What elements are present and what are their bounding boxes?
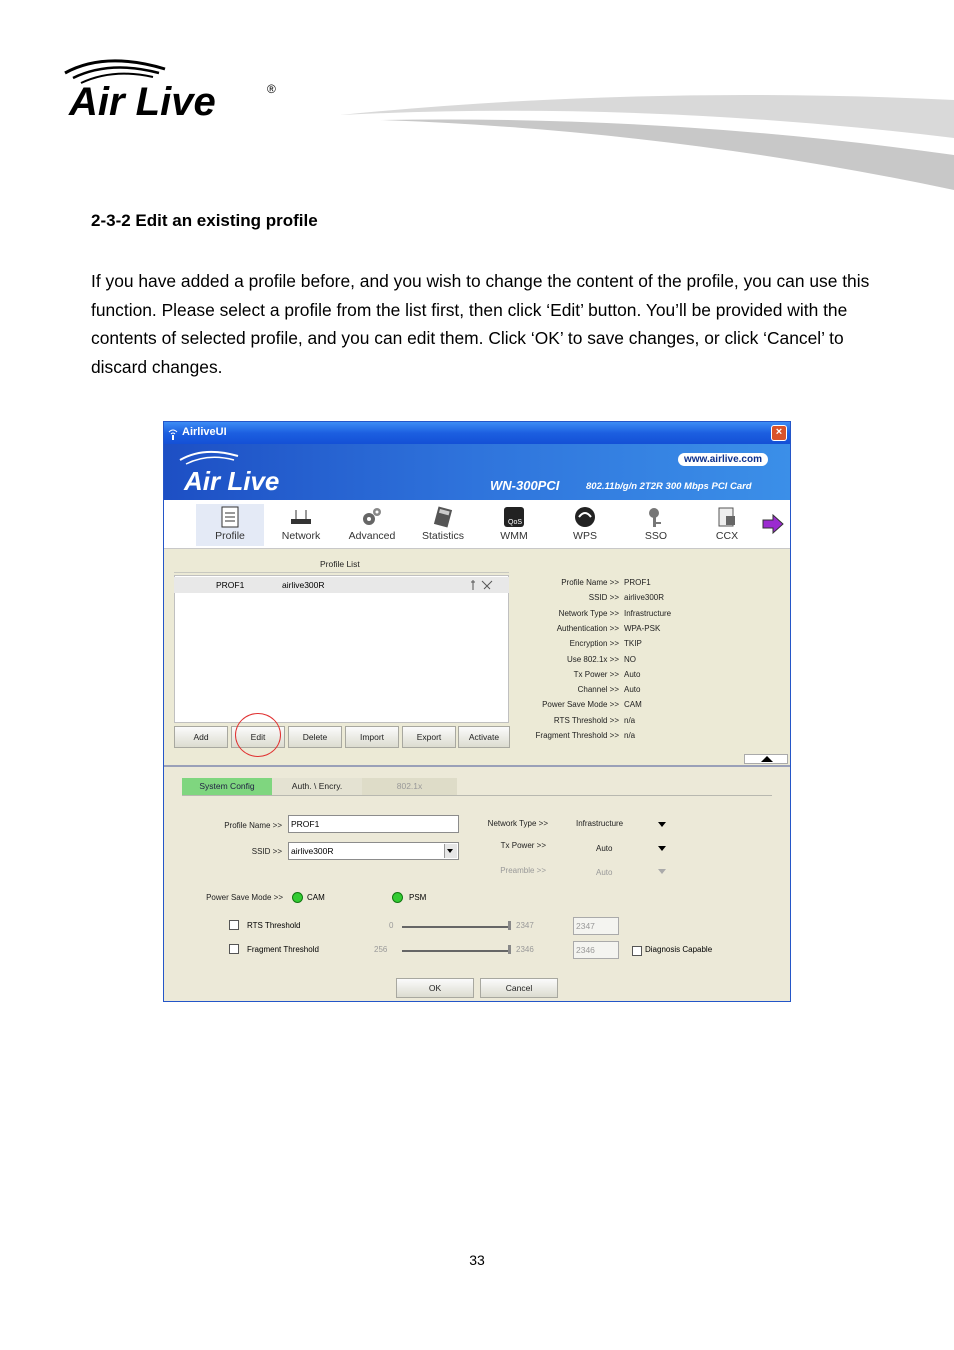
app-window	[163, 421, 791, 1002]
ssid-combo-value: airlive300R	[291, 846, 334, 856]
calculator-icon	[432, 506, 454, 528]
detail-value: Auto	[624, 670, 641, 679]
collapse-button[interactable]	[744, 754, 788, 764]
key-user-icon	[645, 506, 667, 528]
detail-value: NO	[624, 655, 636, 664]
detail-value: CAM	[624, 700, 642, 709]
rts-min: 0	[389, 921, 394, 930]
export-button[interactable]: Export	[402, 726, 456, 748]
diagnosis-checkbox[interactable]	[632, 946, 642, 956]
psm-label: PSM	[409, 893, 427, 902]
detail-label: Profile Name >>	[561, 578, 619, 587]
frag-max: 2346	[516, 945, 534, 954]
detail-label: Encryption >>	[569, 639, 619, 648]
rts-max: 2347	[516, 921, 534, 930]
tab-sso[interactable]	[622, 504, 690, 546]
detail-value: n/a	[624, 716, 636, 725]
tab-ccx-label: CCX	[715, 530, 739, 542]
detail-label: Tx Power >>	[573, 670, 619, 679]
close-button[interactable]: ×	[771, 425, 787, 441]
wireless-icon	[168, 427, 178, 438]
preamble-label: Preamble >>	[500, 866, 546, 875]
profile-name-label: Profile Name >>	[224, 821, 282, 830]
tab-auth-encry[interactable]: Auth. \ Encry.	[272, 778, 362, 795]
detail-value: Auto	[624, 685, 641, 694]
profile-row-name: PROF1	[216, 580, 245, 590]
detail-value: PROF1	[624, 578, 651, 587]
detail-label: Channel >>	[577, 685, 619, 694]
rts-threshold-checkbox[interactable]	[229, 920, 239, 930]
section-body: If you have added a profile before, and you wish to change the content of the profile, you can use this function. Please select a profile from the list first, then click ‘Edit’ button. You’ll be provided with the contents of selected profile, and you can edit them. Click ‘OK’ to save changes, or click ‘Cancel’ to discard changes.	[91, 271, 870, 378]
tab-statistics[interactable]	[409, 504, 477, 546]
tx-power-dropdown-icon[interactable]	[658, 846, 666, 851]
ssid-label: SSID >>	[251, 847, 282, 856]
tx-power-select[interactable]: Auto	[596, 844, 613, 853]
detail-value: Infrastructure	[624, 609, 672, 618]
diagnosis-label: Diagnosis Capable	[645, 945, 713, 954]
detail-label: Network Type >>	[558, 609, 619, 618]
profile-list-divider	[174, 572, 509, 573]
svg-text:Air Live: Air Live	[184, 466, 280, 496]
profile-name-input[interactable]: PROF1	[288, 815, 459, 833]
ssid-combo[interactable]	[288, 842, 459, 860]
frag-min: 256	[374, 945, 388, 954]
chevron-up-icon	[761, 756, 773, 762]
tab-system-config[interactable]: System Config	[182, 778, 272, 795]
window-title: AirliveUI	[182, 426, 227, 438]
detail-value: TKIP	[624, 639, 642, 648]
detail-label: SSID >>	[588, 593, 619, 602]
detail-label: Use 802.1x >>	[566, 655, 619, 664]
detail-label: Fragment Threshold >>	[535, 731, 619, 740]
panel-separator	[164, 765, 790, 767]
cancel-button[interactable]: Cancel	[480, 978, 558, 998]
tx-power-label: Tx Power >>	[500, 841, 546, 850]
next-arrow-icon[interactable]	[762, 514, 784, 534]
banner-description: 802.11b/g/n 2T2R 300 Mbps PCI Card	[586, 481, 752, 492]
tab-wps-label: WPS	[573, 530, 597, 542]
detail-value: WPA-PSK	[624, 624, 661, 633]
tabs-underline	[182, 795, 772, 796]
tab-statistics-label: Statistics	[421, 530, 464, 542]
add-button[interactable]: Add	[174, 726, 228, 748]
detail-label: RTS Threshold >>	[553, 716, 619, 725]
gears-icon	[361, 506, 383, 528]
ok-button[interactable]: OK	[396, 978, 474, 998]
fragment-slider[interactable]	[402, 950, 508, 952]
psm-radio[interactable]	[392, 892, 403, 903]
tab-wps[interactable]	[551, 504, 619, 546]
profile-icon	[219, 506, 241, 528]
chevron-down-icon	[447, 849, 453, 853]
rts-slider[interactable]	[402, 926, 508, 928]
svg-text:QoS: QoS	[508, 519, 523, 526]
ssid-dropdown-button[interactable]	[444, 844, 457, 858]
logo-text: Air Live	[69, 80, 216, 124]
profile-list-label: Profile List	[320, 559, 360, 569]
banner-model: WN-300PCI	[490, 478, 560, 493]
detail-value: n/a	[624, 731, 636, 740]
title-bar[interactable]	[164, 422, 790, 444]
tab-network-label: Network	[281, 530, 321, 542]
airlive-logo	[55, 55, 295, 125]
qos-icon	[503, 506, 525, 528]
page-number: 33	[469, 1252, 485, 1268]
registered-mark: ®	[267, 82, 276, 96]
preamble-select[interactable]: Auto	[596, 868, 613, 877]
fragment-threshold-checkbox[interactable]	[229, 944, 239, 954]
tab-8021x[interactable]: 802.1x	[362, 778, 457, 795]
tab-advanced-label: Advanced	[348, 530, 396, 542]
tab-advanced[interactable]	[338, 504, 406, 546]
cam-label: CAM	[307, 893, 325, 902]
router-icon	[290, 506, 312, 528]
network-type-select[interactable]: Infrastructure	[576, 819, 624, 828]
tab-profile-label: Profile	[215, 530, 245, 542]
fragment-value-input[interactable]: 2346	[573, 941, 619, 959]
tab-network[interactable]	[267, 504, 335, 546]
rts-value-input[interactable]: 2347	[573, 917, 619, 935]
import-button[interactable]: Import	[345, 726, 399, 748]
ccx-icon	[716, 506, 738, 528]
tab-ccx[interactable]	[693, 504, 761, 546]
section-heading: 2-3-2 Edit an existing profile	[91, 211, 318, 230]
rts-slider-handle[interactable]	[508, 921, 511, 930]
network-type-dropdown-icon[interactable]	[658, 822, 666, 827]
fragment-threshold-label: Fragment Threshold	[247, 945, 319, 954]
banner-logo	[174, 448, 324, 496]
tab-wmm[interactable]	[480, 504, 548, 546]
airlive-logo-graphic	[55, 55, 295, 125]
network-type-label: Network Type >>	[487, 819, 548, 828]
banner-url: www.airlive.com	[678, 453, 768, 466]
power-save-label: Power Save Mode >>	[206, 893, 283, 902]
wps-icon	[574, 506, 596, 528]
detail-label: Authentication >>	[556, 624, 619, 633]
detail-label: Power Save Mode >>	[542, 700, 619, 709]
edit-button[interactable]: Edit	[231, 726, 285, 748]
header-swoosh	[340, 80, 954, 195]
detail-value: airlive300R	[624, 593, 665, 602]
fragment-slider-handle[interactable]	[508, 945, 511, 954]
tab-wmm-label: WMM	[500, 530, 528, 542]
tab-profile[interactable]	[196, 504, 264, 546]
cam-radio[interactable]	[292, 892, 303, 903]
rts-threshold-label: RTS Threshold	[247, 921, 301, 930]
delete-button[interactable]: Delete	[288, 726, 342, 748]
tab-sso-label: SSO	[644, 530, 668, 542]
preamble-dropdown-icon[interactable]	[658, 869, 666, 874]
activate-button[interactable]: Activate	[458, 726, 510, 748]
profile-row-ssid: airlive300R	[282, 580, 325, 590]
